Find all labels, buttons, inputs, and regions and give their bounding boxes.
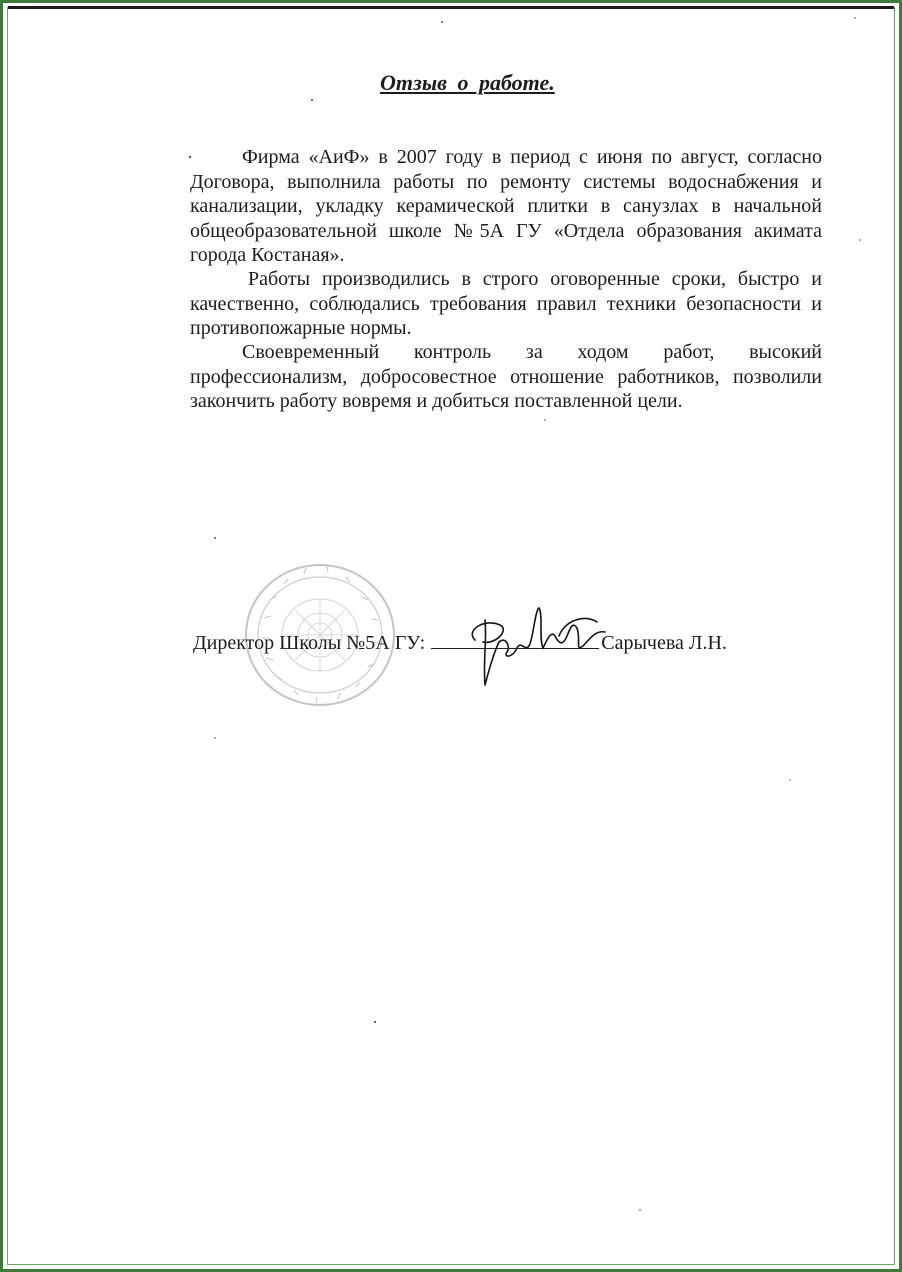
paragraph-3-text: Своевременный контроль за ходом работ, высокий профессионализм, добросовестное отношение работников, позволили закончить работу вовремя и добиться поставленной цели. bbox=[190, 341, 822, 412]
signatory-position: Директор Школы №5А ГУ: bbox=[193, 632, 426, 654]
paragraph-1-text: Фирма «АиФ» в 2007 году в период с июня по август, согласно Договора, выполнила работы по ремонту системы водоснабжения и канализации, укладку керамической плитки в санузлах в начальной общеобразовательной школе №5А ГУ «Отдела образования акимата города Костаная». bbox=[190, 146, 822, 266]
document-title: Отзыв о работе. bbox=[380, 70, 555, 95]
signatory-name: Сарычева Л.Н. bbox=[601, 632, 727, 654]
paragraph-2-text: Работы производились в строго оговоренные сроки, быстро и качественно, соблюдались требования правил техники безопасности и противопожарные нормы. bbox=[190, 268, 822, 339]
